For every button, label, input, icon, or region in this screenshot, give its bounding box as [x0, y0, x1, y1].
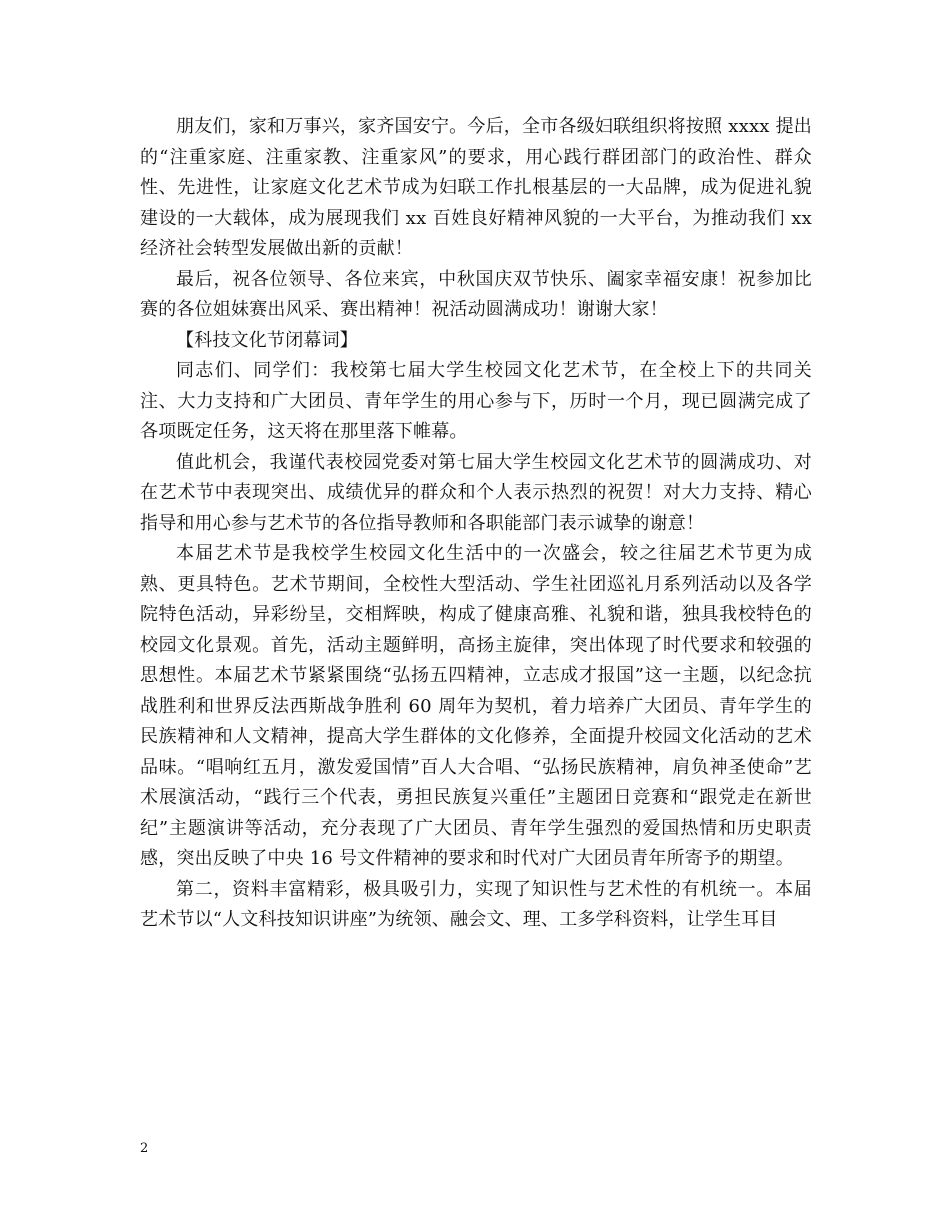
section-heading: 【科技文化节闭幕词】 — [176, 329, 358, 351]
paragraph-closing-wishes-intro: 朋友们，家和万事兴，家齐国安宁。今后，全市各级妇联组织将按照 xxxx 提出的“注重家庭、注重家教、注重家风”的要求，用心践行群团部门的政治性、群众性、先进性，让家庭文化艺术节成为妇联工作扎根基层的一大品牌，成为促进礼貌建设的一大载体，成为展现我们 xx 百姓良好精神风貌的一大平台，为推动我们 xx 经济社会转型发展做出新的贡献！ — [140, 116, 812, 259]
paragraph-festival-review: 本届艺术节是我校学生校园文化生活中的一次盛会，较之往届艺术节更为成熟、更具特色。艺术节期间，全校性大型活动、学生社团巡礼月系列活动以及各学院特色活动，异彩纷呈，交相辉映，构成了健康高雅、礼貌和谐，独具我校特色的校园文化景观。首先，活动主题鲜明，高扬主旋律，突出体现了时代要求和较强的思想性。本届艺术节紧紧围绕“弘扬五四精神，立志成才报国”这一主题，以纪念抗战胜利和世界反法西斯战争胜利 60 周年为契机，着力培养广大团员、青年学生的民族精神和人文精神，提高大学生群体的文化修养，全面提升校园文化活动的艺术品味。“唱响红五月，激发爱国情”百人大合唱、“弘扬民族精神，肩负神圣使命”艺术展演活动，“践行三个代表，勇担民族复兴重任”主题团日竞赛和“跟党走在新世纪”主题演讲等活动，充分表现了广大团员、青年学生强烈的爱国热情和历史职责感，突出反映了中央 16 号文件精神的要求和时代对广大团员青年所寄予的期望。 — [140, 543, 812, 869]
paragraph-thanks: 值此机会，我谨代表校园党委对第七届大学生校园文化艺术节的圆满成功、对在艺术节中表现突出、成绩优异的群众和个人表示热烈的祝贺！对大力支持、精心指导和用心参与艺术节的各位指导教师和各职能部门表示诚挚的谢意！ — [140, 451, 812, 534]
document-body — [140, 112, 812, 936]
paragraph-closing-wishes: 最后，祝各位领导、各位来宾，中秋国庆双节快乐、阖家幸福安康！祝参加比赛的各位姐妹赛出风采、赛出精神！祝活动圆满成功！谢谢大家！ — [140, 268, 812, 320]
paragraph-opening-address: 同志们、同学们：我校第七届大学生校园文化艺术节，在全校上下的共同关注、大力支持和广大团员、青年学生的用心参与下，历时一个月，现已圆满完成了各项既定任务，这天将在那里落下帷幕。 — [140, 360, 812, 442]
page-number: 2 — [140, 1141, 149, 1156]
paragraph-second-point: 第二，资料丰富精彩，极具吸引力，实现了知识性与艺术性的有机统一。本届艺术节以“人文科技知识讲座”为统领、融会文、理、工多学科资料，让学生耳目 — [140, 878, 812, 930]
